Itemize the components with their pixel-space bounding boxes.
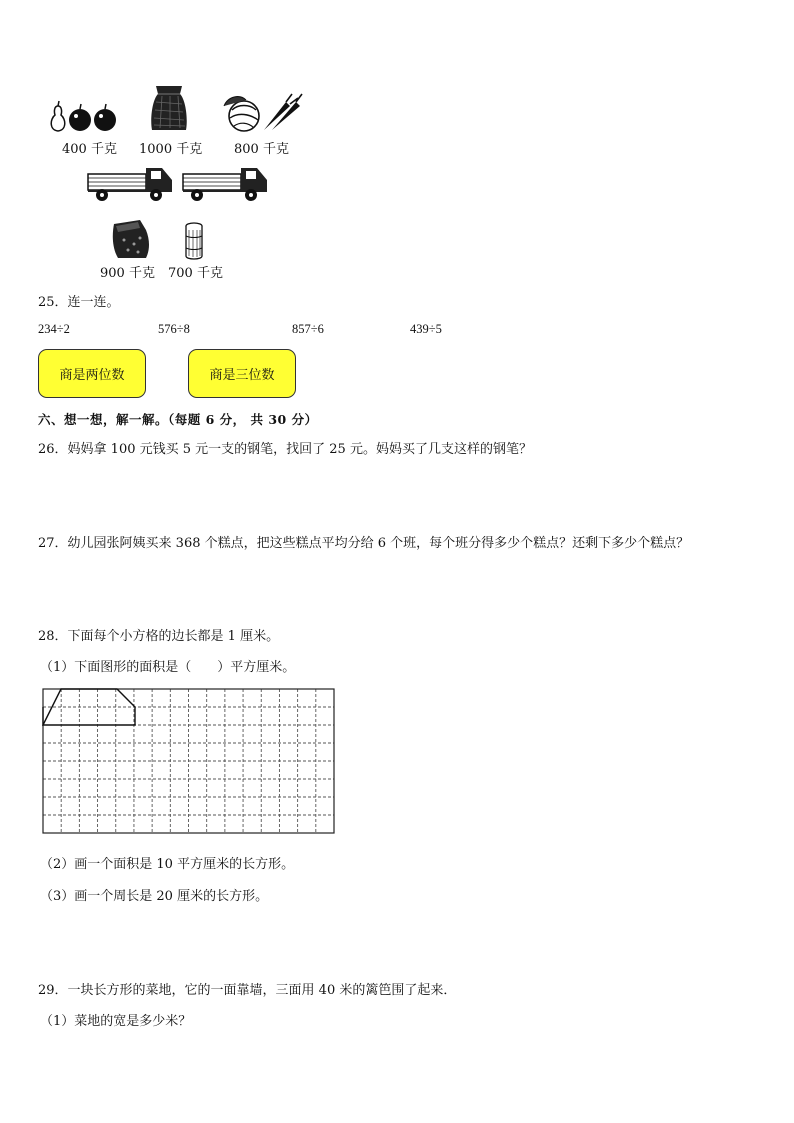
question-28-part-1: （1）下面图形的面积是（ ）平方厘米。 bbox=[40, 660, 296, 675]
question-29-title: 29．一块长方形的菜地，它的一面靠墙，三面用 40 米的篱笆围了起来． bbox=[38, 983, 457, 998]
goods-weight-label: 1000 千克 bbox=[139, 142, 203, 157]
barrel-icon bbox=[184, 222, 204, 260]
pear-apple-icon bbox=[46, 100, 122, 134]
goods-weight-label: 800 千克 bbox=[234, 142, 289, 157]
bubble-label: 商是三位数 bbox=[209, 368, 275, 383]
question-26: 26．妈妈拿 100 元钱买 5 元一支的钢笔，找回了 25 元。妈妈买了几支这样的钢笔？ bbox=[38, 442, 532, 457]
question-28-title: 28．下面每个小方格的边长都是 1 厘米。 bbox=[38, 629, 280, 644]
question-28-part-2: （2）画一个面积是 10 平方厘米的长方形。 bbox=[40, 857, 295, 872]
bubble-label: 商是两位数 bbox=[59, 368, 125, 383]
truck-icon bbox=[181, 164, 271, 204]
bag-icon bbox=[110, 218, 152, 260]
question-27: 27．幼儿园张阿姨买来 368 个糕点，把这些糕点平均分给 6 个班，每个班分得多少个糕点？还剩下多少个糕点？ bbox=[38, 536, 690, 551]
vegetables-icon bbox=[220, 92, 304, 134]
section-6-heading: 六、想一想，解一解。（每题 6 分， 共 30 分） bbox=[38, 412, 318, 427]
goods-weight-label: 900 千克 bbox=[100, 266, 155, 281]
bubble-two-digit-quotient[interactable] bbox=[38, 349, 146, 398]
goods-weight-label: 700 千克 bbox=[168, 266, 223, 281]
bubble-three-digit-quotient[interactable] bbox=[188, 349, 296, 398]
division-expression: 439÷5 bbox=[410, 322, 442, 336]
question-25-title: 25．连一连。 bbox=[38, 295, 120, 310]
goods-weight-label: 400 千克 bbox=[62, 142, 117, 157]
sack-icon bbox=[148, 84, 190, 132]
division-expression: 576÷8 bbox=[158, 322, 190, 336]
division-expression: 857÷6 bbox=[292, 322, 324, 336]
division-expression: 234÷2 bbox=[38, 322, 70, 336]
question-28-part-3: （3）画一个周长是 20 厘米的长方形。 bbox=[40, 889, 269, 904]
square-grid bbox=[42, 688, 336, 836]
question-29-part-1: （1）菜地的宽是多少米？ bbox=[40, 1014, 192, 1029]
truck-icon bbox=[86, 164, 176, 204]
